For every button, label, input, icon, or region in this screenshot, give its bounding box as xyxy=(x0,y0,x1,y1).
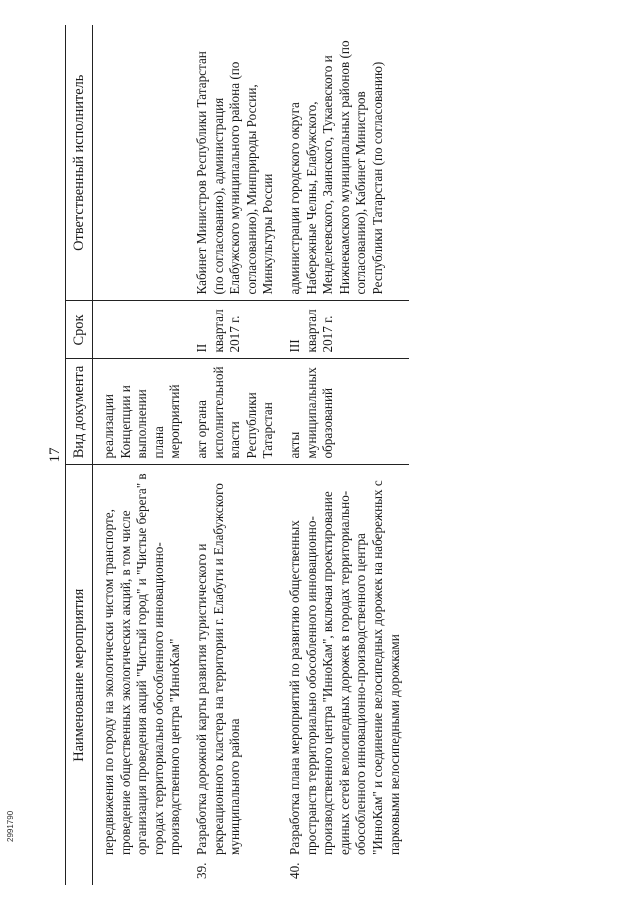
cell-term: III квартал 2017 г. xyxy=(283,301,409,359)
table-row xyxy=(190,25,283,885)
row-name-text: Разработка дорожной карты развития туристического и рекреационного кластера на территории г. Елабуги и Елабужского муниципального района xyxy=(193,483,243,855)
landscape-page xyxy=(45,25,605,885)
cell-name xyxy=(93,465,190,885)
header-executor: Ответственный исполнитель xyxy=(66,25,93,301)
cell-executor: Кабинет Министров Республики Татарстан (по согласованию), администрация Елабужского муниципального района (по согласованию), Минприроды России, Минкультуры России xyxy=(190,25,283,301)
header-term: Срок xyxy=(66,301,93,359)
cell-executor xyxy=(93,25,190,301)
cell-name xyxy=(283,465,409,885)
table-header-row xyxy=(66,25,93,885)
row-number: 40. xyxy=(286,862,302,879)
row-number: 39. xyxy=(193,862,209,879)
cell-term xyxy=(93,301,190,359)
page-number: 17 xyxy=(47,447,63,463)
measures-table xyxy=(65,25,409,885)
cell-doc-type: акт органа исполнительной власти Республики Татарстан xyxy=(190,359,283,465)
document-id: 2991790 xyxy=(6,810,15,842)
header-name: Наименование мероприятия xyxy=(66,465,93,885)
cell-doc-type: реализации Концепции и выполнении плана мероприятий xyxy=(93,359,190,465)
row-name-text: Разработка плана мероприятий по развитию общественных пространств территориально обособленного инновационно-производственного центра "ИнноКам", включая проектирование единых сетей велосипедных дорожек в городах территориально-обособленного инновационно-производственного центра "ИнноКам" и соединение велосипедных дорожек на набережных с парковыми велосипедными дорожками xyxy=(286,480,402,855)
cell-executor: администрации городского округа Набережные Челны, Елабужского, Менделеевского, Заинского, Тукаевского и Нижнекамского муниципальных районов (по согласованию), Кабинет Министров Республики Татарстан (по согласованию) xyxy=(283,25,409,301)
table-row xyxy=(283,25,409,885)
table-row xyxy=(93,25,190,885)
cell-term: II квартал 2017 г. xyxy=(190,301,283,359)
cell-doc-type: акты муниципальных образований xyxy=(283,359,409,465)
cell-name xyxy=(190,465,283,885)
header-doc-type: Вид документа xyxy=(66,359,93,465)
row-name-text: передвижения по городу на экологически чистом транспорте, проведение общественных экологических акций, в том числе организация проведения акций "Чистый город" и "Чистые берега" в городах территориально обособленного инновационно-производственного центра "ИнноКам" xyxy=(101,473,183,855)
